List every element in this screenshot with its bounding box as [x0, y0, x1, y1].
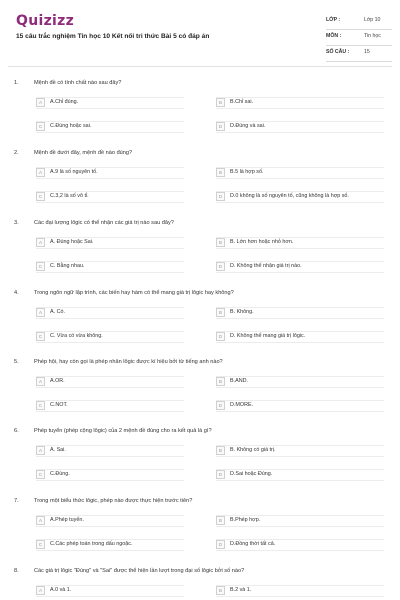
option-letter-badge: B: [216, 238, 225, 247]
option-text: D. Không thể mang giá trị lôgic.: [230, 333, 306, 339]
meta-subject: [326, 30, 392, 46]
question-number: 2.: [14, 150, 19, 156]
question-text: Các giá trị lôgic "Đúng" và "Sai" được thể hiện lần lượt trong đại số lôgic bởi số nào?: [34, 568, 245, 574]
option-letter-badge: C: [36, 262, 45, 271]
question-text: Các đại lượng lôgic có thể nhận các giá trị nào sau đây?: [34, 220, 174, 226]
option-text: D.Sai hoặc Đúng.: [230, 471, 273, 477]
option-letter-badge: D: [216, 470, 225, 479]
option-letter-badge: D: [216, 122, 225, 131]
option-text: A.Chỉ đúng.: [50, 99, 79, 105]
option-letter-badge: C: [36, 122, 45, 131]
question-text: Trong ngôn ngữ lập trình, các biến hay hàm có thể mang giá trị lôgic hay không?: [34, 290, 234, 296]
option-letter-badge: C: [36, 192, 45, 201]
question-number: 4.: [14, 290, 19, 296]
meta-grade-value: Lớp 10: [364, 17, 381, 23]
question-text: Mệnh đề dưới đây, mệnh đề nào đúng?: [34, 150, 133, 156]
question-text: Phép tuyển (phép cộng lôgic) của 2 mệnh đề đúng cho ra kết quả là gì?: [34, 428, 212, 434]
option-text: C.3,2 là số vô tỉ.: [50, 193, 89, 199]
option-letter-badge: C: [36, 401, 45, 410]
option-letter-badge: B: [216, 586, 225, 595]
question-number: 3.: [14, 220, 19, 226]
option-letter-badge: A: [36, 446, 45, 455]
meta-count-value: 15: [364, 49, 370, 55]
meta-grade-label: LỚP :: [326, 17, 341, 23]
header-divider: [8, 66, 392, 67]
option-text: C.Đúng hoặc sai.: [50, 123, 92, 129]
quizizz-logo: Quizizz: [16, 13, 75, 29]
option-letter-badge: A: [36, 516, 45, 525]
option-letter-badge: D: [216, 192, 225, 201]
option-text: A.0 và 1.: [50, 587, 72, 593]
option-text: B. Không.: [230, 309, 254, 315]
option-letter-badge: A: [36, 586, 45, 595]
option-letter-badge: C: [36, 470, 45, 479]
option-text: B. Lớn hơn hoặc nhỏ hơn.: [230, 239, 294, 245]
option-text: D.Đồng thời tất cả.: [230, 541, 276, 547]
option-letter-badge: D: [216, 332, 225, 341]
option-text: B.2 và 1.: [230, 587, 252, 593]
option-text: A. Sai.: [50, 447, 66, 453]
option-text: C. Vừa có vừa không.: [50, 333, 103, 339]
question-text: Phép hội, hay còn gọi là phép nhân lôgic được kí hiệu bởi từ tiếng anh nào?: [34, 359, 223, 365]
option-text: D.0 không là số nguyên tố, cũng không là hợp số.: [230, 193, 349, 199]
option-letter-badge: A: [36, 308, 45, 317]
question-text: Trong một biểu thức lôgic, phép nào được thực hiện trước tiên?: [34, 498, 193, 504]
option-text: B.5 là hợp số.: [230, 169, 264, 175]
option-letter-badge: D: [216, 540, 225, 549]
option-text: A.9 là số nguyên tố.: [50, 169, 98, 175]
option-letter-badge: A: [36, 238, 45, 247]
option-text: C.Các phép toán trong dấu ngoặc.: [50, 541, 133, 547]
option-letter-badge: B: [216, 446, 225, 455]
option-text: D. Không thể nhận giá trị nào.: [230, 263, 302, 269]
option-letter-badge: B: [216, 168, 225, 177]
question-number: 6.: [14, 428, 19, 434]
option-text: A.OR.: [50, 378, 65, 384]
meta-subject-label: MÔN :: [326, 33, 342, 39]
meta-count-label: SỐ CÂU :: [326, 49, 350, 55]
question-number: 8.: [14, 568, 19, 574]
question-number: 7.: [14, 498, 19, 504]
option-text: B.Phép hợp.: [230, 517, 261, 523]
question-number: 1.: [14, 80, 19, 86]
option-letter-badge: B: [216, 98, 225, 107]
option-letter-badge: D: [216, 401, 225, 410]
option-letter-badge: A: [36, 377, 45, 386]
option-text: C. Bằng nhau.: [50, 263, 85, 269]
option-text: D.MORE.: [230, 402, 254, 408]
option-text: A. Có.: [50, 309, 65, 315]
option-text: B. Không có giá trị.: [230, 447, 276, 453]
meta-grade: [326, 14, 392, 30]
option-letter-badge: C: [36, 540, 45, 549]
option-letter-badge: A: [36, 168, 45, 177]
option-letter-badge: B: [216, 308, 225, 317]
option-letter-badge: B: [216, 377, 225, 386]
meta-question-count: [326, 46, 392, 62]
option-text: D.Đúng và sai.: [230, 123, 266, 129]
question-number: 5.: [14, 359, 19, 365]
option-text: A. Đúng hoặc Sai.: [50, 239, 94, 245]
worksheet-title: 15 câu trắc nghiệm Tin học 10 Kết nối tri thức Bài 5 có đáp án: [16, 33, 210, 40]
option-text: B.AND.: [230, 378, 248, 384]
meta-subject-value: Tin học: [364, 33, 381, 39]
option-text: A.Phép tuyển.: [50, 517, 84, 523]
option-letter-badge: A: [36, 98, 45, 107]
option-text: C.Đúng.: [50, 471, 70, 477]
question-text: Mệnh đề có tính chất nào sau đây?: [34, 80, 122, 86]
option-letter-badge: C: [36, 332, 45, 341]
option-letter-badge: B: [216, 516, 225, 525]
worksheet-header: [0, 0, 400, 66]
option-letter-badge: D: [216, 262, 225, 271]
option-text: B.Chỉ sai.: [230, 99, 254, 105]
option-text: C.NOT.: [50, 402, 68, 408]
